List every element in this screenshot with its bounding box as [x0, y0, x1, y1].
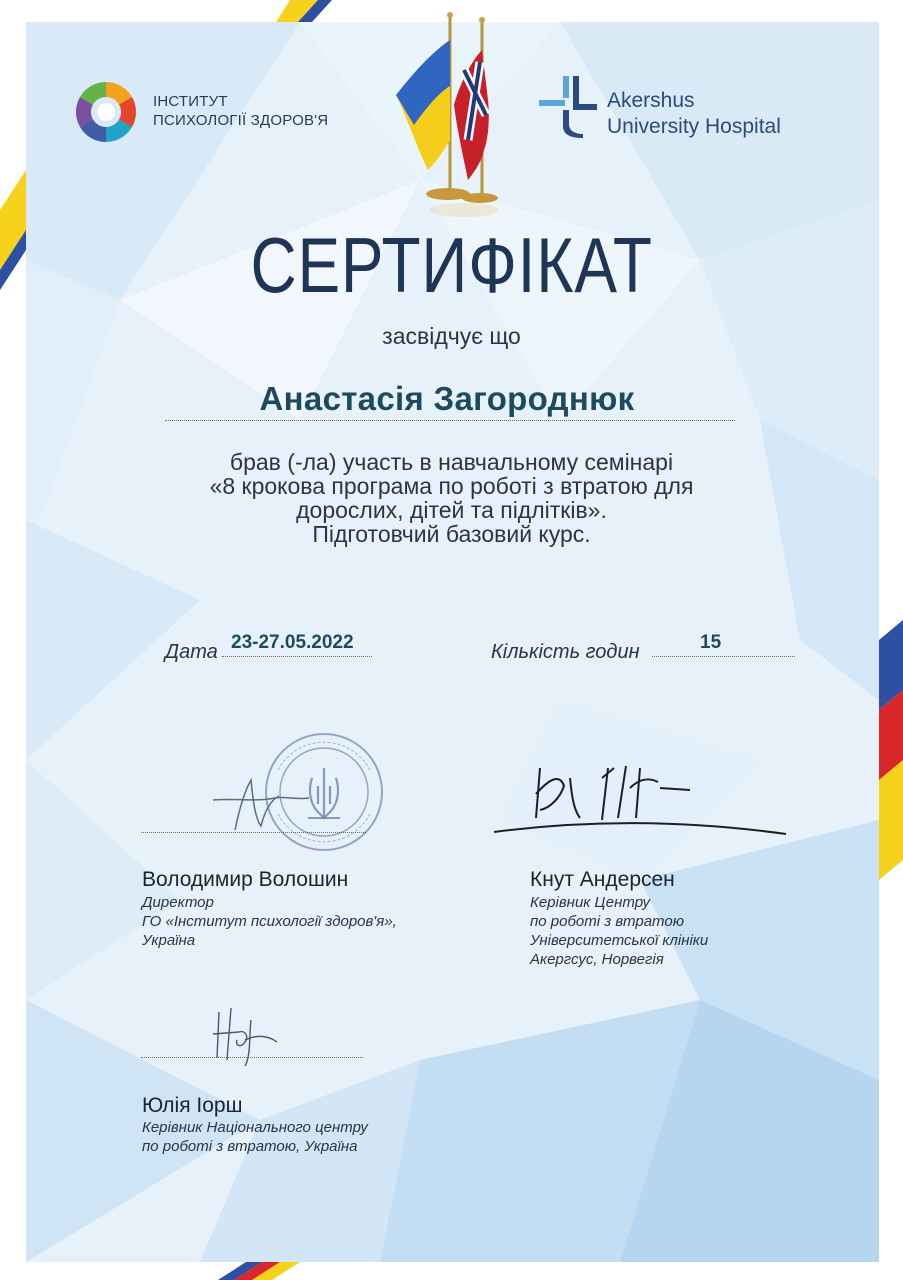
- hospital-name: [607, 88, 867, 140]
- description-line2: «8 крокова програма по роботі з втратою для: [209, 473, 694, 499]
- description-line1: брав (-ла) участь в навчальному семінарі: [229, 449, 674, 475]
- signature-voloshyn: [205, 760, 315, 840]
- hours-value: 15: [700, 632, 722, 653]
- signer2-role-line3: Університетської клініки: [530, 932, 709, 949]
- signer1-role-line2: ГО «Інститут психології здоров'я»,: [142, 913, 397, 930]
- signer1-role-line3: Україна: [142, 932, 196, 949]
- signer2-role: [530, 893, 708, 969]
- institute-logo-icon: [74, 80, 138, 144]
- certificate-title: СЕРТИФІКАТ: [250, 221, 653, 309]
- hospital-name-line2: University Hospital: [607, 115, 781, 138]
- signer3-role: [142, 1118, 368, 1156]
- hospital-name-line1: Akershus: [607, 89, 695, 112]
- hours-underline: [652, 656, 795, 657]
- signer1-role: [142, 893, 397, 950]
- signer1-name: Володимир Волошин: [142, 868, 349, 891]
- signer2-role-line2: по роботі з втратою: [530, 913, 684, 930]
- description-line3: дорослих, дітей та підлітків».: [296, 497, 607, 523]
- signature-andersen: [490, 748, 790, 843]
- institute-name-line2: ПСИХОЛОГІЇ ЗДОРОВ'Я: [153, 112, 329, 129]
- akershus-hospital-logo-icon: [537, 74, 601, 138]
- signer2-role-line1: Керівник Центру: [530, 894, 651, 911]
- seminar-description: [100, 450, 803, 546]
- recipient-underline: [165, 420, 735, 421]
- signer3-role-line1: Керівник Національного центру: [142, 1119, 368, 1136]
- date-underline: [222, 656, 372, 657]
- date-label: Дата: [165, 641, 218, 663]
- institute-name: [153, 92, 403, 130]
- signer3-name: Юлія Іорш: [142, 1094, 243, 1117]
- signer2-name: Кнут Андерсен: [530, 868, 675, 891]
- ukraine-norway-flags-icon: [388, 10, 506, 225]
- recipient-name: Анастасія Загороднюк: [259, 380, 635, 417]
- signer2-role-line4: Акергсус, Норвегія: [530, 951, 664, 968]
- institute-name-line1: ІНСТИТУТ: [153, 93, 228, 110]
- signer3-role-line2: по роботі з втратою, Україна: [142, 1138, 358, 1155]
- description-line4: Підготовчий базовий курс.: [312, 521, 591, 547]
- date-value: 23-27.05.2022: [231, 632, 354, 653]
- signature-line-iorsh: [141, 1057, 363, 1058]
- certifies-text: засвідчує що: [382, 323, 521, 349]
- signer1-role-line1: Директор: [142, 894, 214, 911]
- hours-label: Кількість годин: [491, 641, 640, 663]
- signature-iorsh: [205, 1000, 285, 1070]
- signature-line-voloshyn: [141, 832, 366, 833]
